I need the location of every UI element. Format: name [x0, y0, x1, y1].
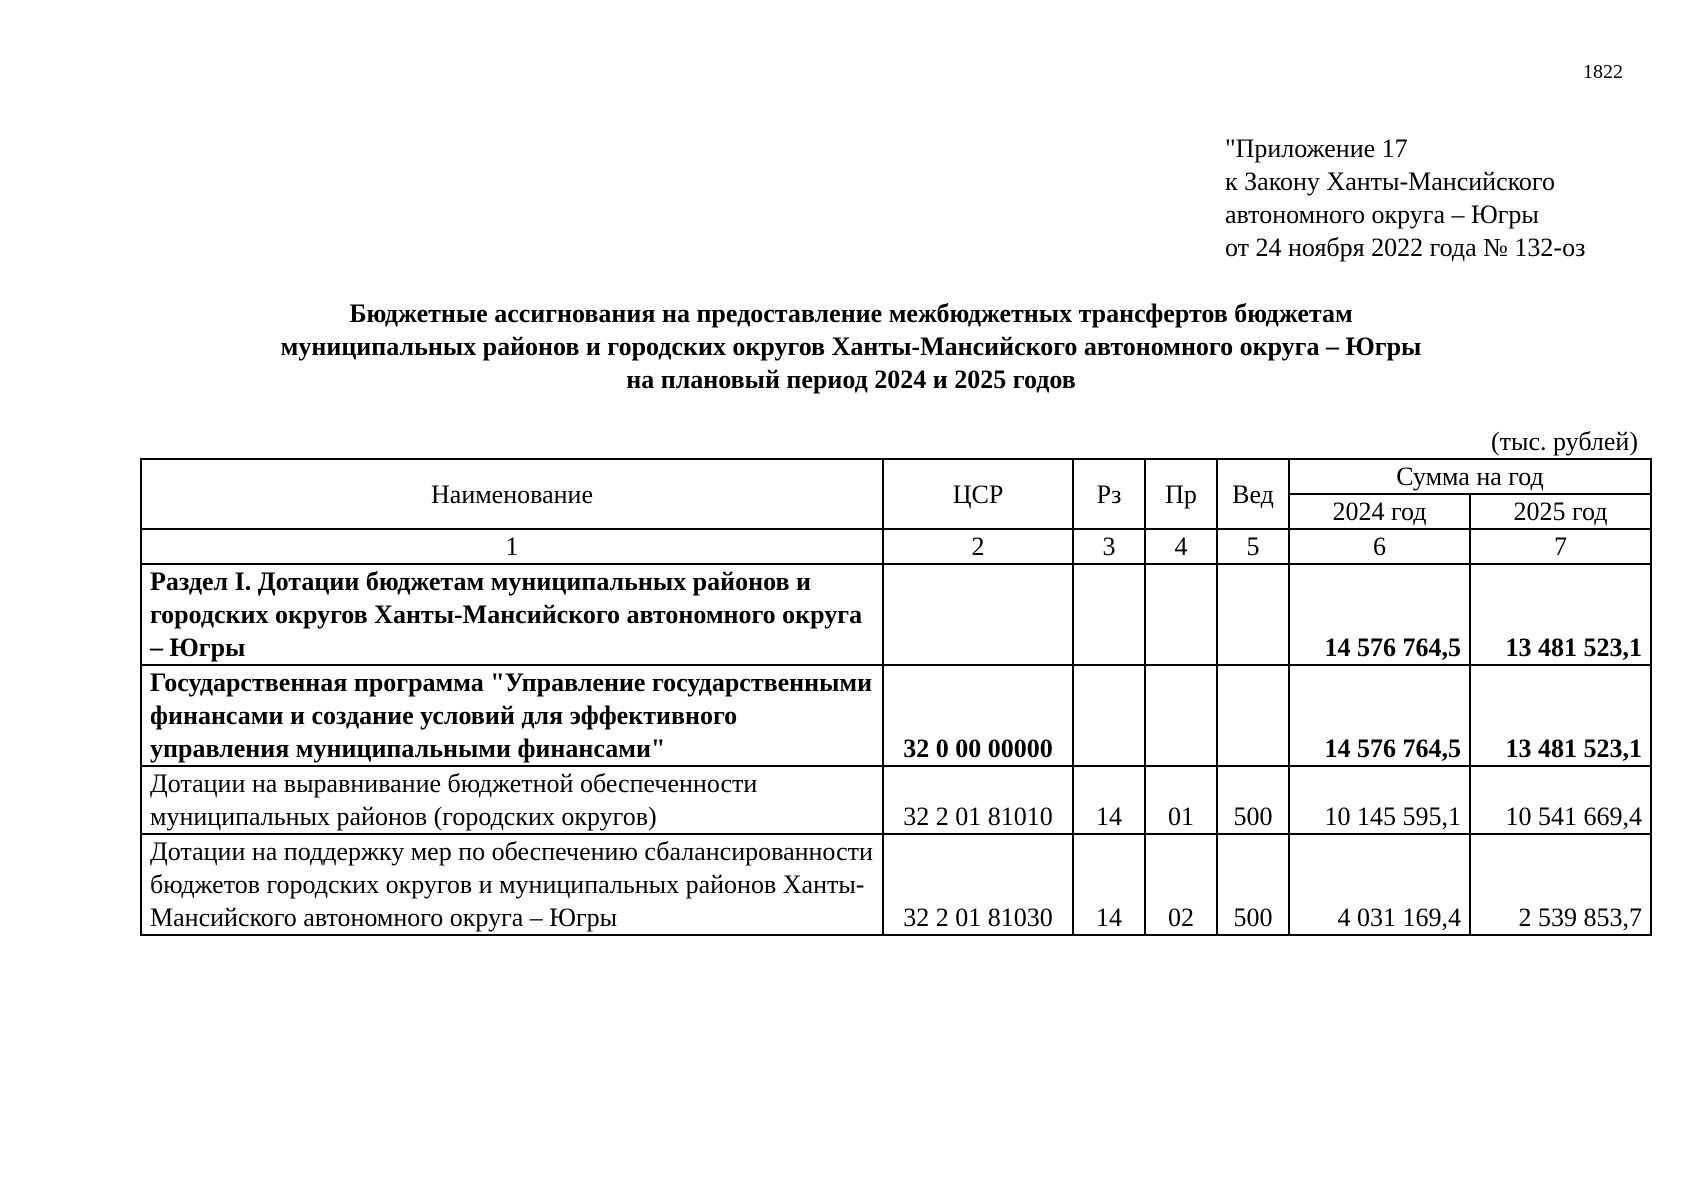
row-rz: 14	[1073, 766, 1145, 834]
row-sum-2024: 14 576 764,5	[1289, 665, 1470, 766]
row-sum-2024: 4 031 169,4	[1289, 834, 1470, 935]
row-sum-2025: 10 541 669,4	[1470, 766, 1651, 834]
column-number: 2	[883, 529, 1073, 564]
row-sum-2024: 10 145 595,1	[1289, 766, 1470, 834]
column-number: 5	[1217, 529, 1289, 564]
header-year-2024: 2024 год	[1289, 494, 1470, 529]
column-number: 3	[1073, 529, 1145, 564]
header-year-2025: 2025 год	[1470, 494, 1651, 529]
header-sum: Сумма на год	[1289, 459, 1651, 494]
appendix-line: к Закону Ханты-Мансийского	[1225, 167, 1555, 196]
row-name: Раздел I. Дотации бюджетам муниципальных районов и городских округов Ханты-Мансийского автономного округа – Югры	[141, 564, 883, 665]
row-pr: 02	[1145, 834, 1217, 935]
appendix-line: от 24 ноября 2022 года № 132-оз	[1225, 233, 1586, 262]
row-ved: 500	[1217, 834, 1289, 935]
table-row	[141, 564, 1651, 665]
appendix-line: "Приложение 17	[1225, 134, 1408, 163]
header-ved: Вед	[1217, 459, 1289, 529]
appendix-reference	[1225, 132, 1585, 264]
row-sum-2025: 13 481 523,1	[1470, 665, 1651, 766]
row-csr: 32 0 00 00000	[883, 665, 1073, 766]
header-name: Наименование	[141, 459, 883, 529]
column-number: 6	[1289, 529, 1470, 564]
budget-table	[140, 458, 1652, 936]
row-csr: 32 2 01 81030	[883, 834, 1073, 935]
row-sum-2025: 2 539 853,7	[1470, 834, 1651, 935]
row-ved	[1217, 564, 1289, 665]
page-number: 1822	[1583, 61, 1623, 83]
row-pr: 01	[1145, 766, 1217, 834]
title-line: на плановый период 2024 и 2025 годов	[626, 365, 1076, 394]
row-sum-2025: 13 481 523,1	[1470, 564, 1651, 665]
header-csr: ЦСР	[883, 459, 1073, 529]
column-number: 7	[1470, 529, 1651, 564]
row-name: Дотации на поддержку мер по обеспечению сбалансированности бюджетов городских округов и муниципальных районов Ханты-Мансийского автономного округа – Югры	[141, 834, 883, 935]
title-line: Бюджетные ассигнования на предоставление межбюджетных трансфертов бюджетам	[349, 299, 1353, 328]
table-row	[141, 665, 1651, 766]
header-row	[141, 459, 1651, 494]
header-rz: Рз	[1073, 459, 1145, 529]
row-rz	[1073, 564, 1145, 665]
row-pr	[1145, 665, 1217, 766]
appendix-line: автономного округа – Югры	[1225, 200, 1539, 229]
column-number-row	[141, 529, 1651, 564]
row-pr	[1145, 564, 1217, 665]
title-line: муниципальных районов и городских округов Ханты-Мансийского автономного округа – Югры	[280, 332, 1422, 361]
header-pr: Пр	[1145, 459, 1217, 529]
row-rz: 14	[1073, 834, 1145, 935]
table-row	[141, 834, 1651, 935]
row-name: Дотации на выравнивание бюджетной обеспеченности муниципальных районов (городских округов)	[141, 766, 883, 834]
units-label: (тыс. рублей)	[1490, 427, 1638, 456]
table-row	[141, 766, 1651, 834]
row-sum-2024: 14 576 764,5	[1289, 564, 1470, 665]
row-rz	[1073, 665, 1145, 766]
row-csr	[883, 564, 1073, 665]
document-title	[100, 297, 1602, 396]
column-number: 1	[141, 529, 883, 564]
row-csr: 32 2 01 81010	[883, 766, 1073, 834]
column-number: 4	[1145, 529, 1217, 564]
row-ved: 500	[1217, 766, 1289, 834]
row-name: Государственная программа "Управление государственными финансами и создание условий для эффективного управления муниципальными финансами"	[141, 665, 883, 766]
row-ved	[1217, 665, 1289, 766]
